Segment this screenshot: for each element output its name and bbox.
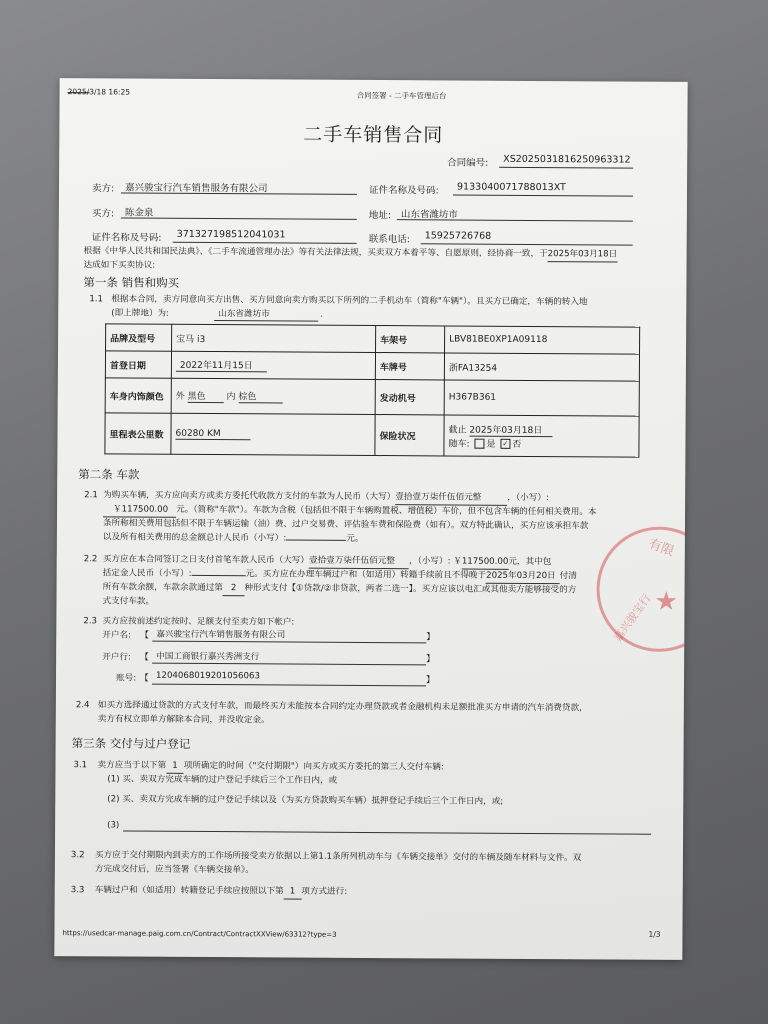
color-cell [171,378,375,414]
footer-page: 1/3 [648,929,661,939]
reg-date-value: 2022年11月15日 [176,358,267,373]
acct-no-bracket-open: 【 [139,673,149,684]
buyer-cert-label: 证件名称及号码: [91,232,162,244]
c33-text-a: 车辆过户和（如适用）转籍登记手续应按照以下第 [94,885,284,897]
c22-text-h: 种形式支付【①贷款/②非贷款，两者二选一】。买方应该以电汇或其他卖方能够接受的方 [244,583,577,596]
clause-3-3-line1 [95,883,670,902]
buyer-label: 买方: [91,208,115,220]
c22-text-d: 括定金人民币（小写）: [102,568,192,579]
c21-text-e: 以及所有相关费用的总金额总计人民币（小写）: [102,532,287,544]
c22-text-c: 元，其中包 [508,556,552,568]
underline [123,830,651,834]
insurance-cell [444,415,639,457]
table-row [105,413,639,457]
underline [173,242,357,244]
bank-bracket-close: 】 [426,654,435,665]
c21-amount: ￥117500.00 [103,502,176,517]
clause-1-1-text: 根据本合同，卖方同意向买方出售、买方同意向卖方购买以下所列的二手机动车（简称"车辆"）。且买方已确定，车辆的转入地 [111,294,588,308]
underline [121,192,357,194]
seller-value: 嘉兴骏宝行汽车销售服务有限公司 [124,182,268,195]
contract-sheet [54,78,687,960]
clause-1-1-line2: (即上牌地）为: [111,308,170,319]
underline [499,167,633,169]
c22-text-f: 付清 [559,571,577,582]
checkbox-yes[interactable] [474,439,484,449]
phone-value: 15925726768 [424,230,492,242]
acct-name-label: 开户名: [102,630,132,641]
c22-text-b: ，（小写）: ￥ [408,556,462,567]
clause-3-1-opt1: (1) 买、卖双方完成车辆的过户登记手续后三个工作日内，或 [107,774,338,786]
section3-title: 第三条 交付与过户登记 [71,736,191,751]
c22-amount: 117500.00 [462,555,509,570]
insurance-prefix: 截止 [448,424,467,436]
c33-choice: 1 [284,884,302,899]
c22-caps-amount: 壹拾壹万柒仟伍佰元整 [309,554,409,570]
c21-caps-amount: 壹拾壹万柒仟伍佰元整 [395,490,507,506]
c21-text-b: ，（小写）: [507,492,549,504]
clause-3-1-no: 3.1 [73,760,88,771]
underline [152,684,426,687]
seller-cert-label: 证件名称及号码: [368,184,439,197]
clause-3-2-no: 3.2 [70,850,85,861]
underline [121,217,357,219]
engine-label: 发动机号 [375,380,444,415]
stamp-text-a: 有限 [646,536,676,560]
clause-2-1-no: 2.1 [84,490,98,501]
strike-mark [68,92,90,93]
brand-label: 品牌及型号 [106,324,172,351]
acct-name-bracket-close: 】 [426,632,435,643]
acct-name-value: 嘉兴骏宝行汽车销售服务有限公司 [156,629,286,641]
c21-text-c: 元。（简称"车款"）。车款为含税（包括但不限于车辆购置税、增值税）车价，但不包含车辆的任何相关费用。本 [176,504,597,518]
acct-no-value: 1204068019201056063 [156,670,260,682]
c22-date: 2025年03月20日 [486,569,560,584]
table-row [105,351,639,381]
c21-text-a: 为购买车辆，买方应向卖方或卖方委托代收款方支付的车款为人民币（大写） [103,490,396,503]
mileage-value: 60280 KM [175,428,250,439]
clause-2-3-text: 买方应按前述约定按时、足额支付至卖方如下帐户: [102,616,295,628]
clause-3-1-opt2: (2) 买、卖双方完成车辆的过户登记手续以及（为买方贷款购买车辆）抵押登记手续后三个工作日内，或; [107,794,504,807]
c22-method: 2 [223,581,245,596]
clause-3-3-no: 3.3 [70,885,85,896]
c21-text-f: 元。 [346,533,364,544]
reg-date-label: 首登日期 [105,351,171,378]
color-label: 车身内饰颜色 [105,378,171,413]
phone-label: 联系电话: [368,233,410,246]
acct-name-bracket-open: 【 [140,630,149,641]
underline [152,663,426,666]
brand-value: 宝马 i3 [172,324,376,352]
acct-no-label: 账号: [115,673,137,684]
print-page-title: 合同签署 - 二手车管理后台 [356,90,447,101]
frame-value: LBV81BE0XP1A09118 [445,326,640,354]
color-in-value: 棕色 [238,389,282,403]
c22-text-g: 所有车款余额，车款余款通过第 [102,582,223,594]
color-in-prefix: 内 [226,392,236,403]
underline [214,320,318,322]
clause-2-1-line3: 条所称相关费用包括但不限于车辆运输（油）费、过户交易费、评估验车费和保险费（如有）。双方特此确认，买方应该承担车款 [102,518,589,532]
color-out-value: 黑色 [188,389,224,403]
plate-label: 车牌号 [375,353,444,380]
clause-2-2-line4: 式支付车款。 [102,596,155,607]
clause-3-1-opt3: (3) [107,820,120,831]
c22-text-e: 元。买方应在办理车辆过户和（如适用）转籍手续前且不得晚于 [245,569,487,581]
no-label: 否 [512,439,522,450]
underline [152,641,426,644]
intro-text: 根据《中华人民共和国民法典》、《二手车流通管理办法》等有关法律法规，买卖双方本着平等、自愿原则，经协商一致，于2025年03月18日 [84,244,644,262]
contract-title: 二手车销售合同 [303,123,444,147]
c33-text-b: 项方式进行: [301,886,348,897]
buyer-value: 陈金泉 [124,207,154,219]
address-label: 地址: [368,209,392,222]
stamp-star-icon: ★ [654,586,678,617]
c31-choice: 1 [166,759,184,774]
seller-cert-value: 9133040071788013XT [456,181,566,194]
frame-label: 车架号 [376,326,445,353]
clause-1-1-no: 1.1 [89,294,104,305]
clause-2-2-no: 2.2 [83,554,98,565]
address-value: 山东省潍坊市 [400,209,458,221]
c21-total-blank [286,539,346,540]
footer-url: https://usedcar-manage.paig.com.cn/Contract/ContractXXView/63312?type=3 [62,929,337,939]
clause-2-1-line4 [103,530,668,547]
engine-value: H367B361 [444,380,639,416]
contract-no-value: XS2025031816250963312 [503,153,631,166]
bank-label: 开户行: [102,652,131,663]
section2-title: 第二条 车款 [78,467,140,482]
underline [453,194,633,196]
checkbox-no-checked[interactable]: ✓ [500,439,510,449]
buyer-cert-value: 371327198512041031 [176,228,286,241]
reg-date-cell [171,351,375,379]
clause-2-4-line1: 如买方选择通过贷款的方式支付车款，而最终买方未能按本合同约定办理贷款或者金融机构未足额批准买方申请的汽车消费贷款， [97,700,588,714]
c31-text-b: 项所确定的时间（"交付期限"）向买方或买方委托的第三人交付车辆: [183,760,444,773]
yes-label: 是 [486,439,496,450]
c22-text-a: 买方应在本合同签订之日支付首笔车款人民币（大写） [102,554,310,566]
intro-suffix: 达成如下买卖协议: [83,260,156,271]
seller-label: 卖方: [91,183,115,195]
clause-3-2-line2: 方完成交付后，应当签署《车辆交接单》。 [94,864,254,876]
mileage-cell [171,413,375,455]
plate-value: 浙FA13254 [444,353,639,381]
clause-2-4-line2: 卖方有权立即单方解除本合同，并没收定金。 [97,714,270,726]
table-row [106,324,640,354]
print-timestamp: 2025/3/18 16:25 [67,87,131,97]
clause-2-2-line3 [103,580,668,598]
clause-3-2-line1: 买方应于交付期限内到卖方的工作场所接受卖方依据以上第1.1条所列机动车与《车辆交接单》交付的车辆及随车材料与文件。双 [94,850,582,864]
with-car-label: 随车: [448,438,470,450]
clause-2-3-no: 2.3 [83,616,98,627]
c22-deposit-blank [191,575,245,576]
stamp-text-b: 嘉兴骏宝行 [611,591,654,645]
mileage-label: 里程表公里数 [105,413,171,454]
underline [421,243,633,245]
bank-value: 中国工商银行嘉兴秀洲支行 [156,651,260,663]
c31-text-a: 卖方应当于以下第 [97,760,167,771]
underline [397,219,633,221]
period-mark: . [320,309,324,320]
section1-title: 第一条 销售和购买 [83,275,180,290]
bank-bracket-open: 【 [140,652,149,663]
color-out-prefix: 外 [175,391,185,402]
vehicle-table [104,323,640,457]
contract-no-label: 合同编号: [447,157,489,169]
acct-no-bracket-close: 】 [425,675,435,686]
clause-2-4-no: 2.4 [75,700,90,711]
table-row [105,378,639,416]
transfer-place: 山东省潍坊市 [218,309,270,320]
insurance-date: 2025年03月18日 [469,422,552,437]
insurance-label: 保险状况 [375,415,444,456]
